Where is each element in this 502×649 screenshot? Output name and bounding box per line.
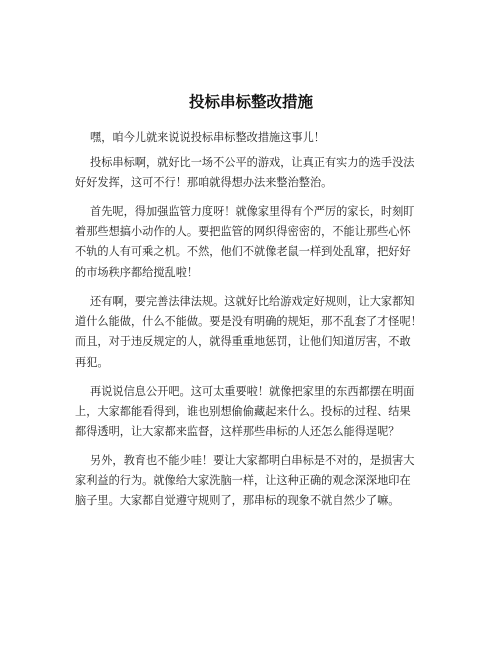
paragraph-line: 道什么能做，什么不能做。要是没有明确的规矩，那不乱套了才怪呢！ <box>75 315 422 329</box>
paragraph-line: 的市场秩序都给搅乱啦！ <box>75 265 199 279</box>
paragraph-line: 上，大家都能看得到，谁也别想偷偷藏起来什么。投标的过程、结果 <box>75 405 411 419</box>
paragraph-line: 投标串标啊，就好比一场不公平的游戏，让真正有实力的选手没法 <box>90 156 415 169</box>
paragraph-line: 好好发挥，这可不行！那咱就得想办法来整治整治。 <box>75 176 333 190</box>
paragraph-line: 不轨的人有可乘之机。不然，他们不就像老鼠一样到处乱窜，把好好 <box>75 245 411 259</box>
paragraph-supervision <box>75 202 447 283</box>
paragraph-line: 而且，对于违反规定的人，就得重重地惩罚，让他们知道厉害，不敢 <box>75 335 411 349</box>
paragraph-line: 嘿，咱今儿就来说说投标串标整改措施这事儿！ <box>90 131 325 144</box>
paragraph-disclosure <box>75 382 447 443</box>
paragraph-line: 都得透明，让大家都来监督，这样那些串标的人还怎么能得逞呢？ <box>75 425 400 439</box>
paragraph-education <box>75 451 447 512</box>
paragraph-line: 首先呢，得加强监管力度呀！就像家里得有个严厉的家长，时刻盯 <box>90 205 415 218</box>
paragraph-line: 脑子里。大家都自觉遵守规则了，那串标的现象不就自然少了嘛。 <box>75 494 400 508</box>
paragraph-line: 再说说信息公开吧。这可太重要啦！就像把家里的东西都摆在明面 <box>90 385 415 398</box>
paragraph-laws <box>75 292 447 373</box>
document-title: 投标串标整改措施 <box>188 93 313 111</box>
paragraph-line: 着那些想搞小动作的人。要把监管的网织得密密的，不能让那些心怀 <box>75 225 411 239</box>
paragraph-line: 再犯。 <box>75 355 109 369</box>
paragraph-line: 还有啊，要完善法律法规。这就好比给游戏定好规则，让大家都知 <box>90 295 415 308</box>
paragraph-problem <box>75 153 447 193</box>
paragraph-intro <box>75 128 447 148</box>
paragraph-line: 另外，教育也不能少哇！要让大家都明白串标是不对的，是损害大 <box>90 454 415 467</box>
paragraph-line: 家利益的行为。就像给大家洗脑一样，让这种正确的观念深深地印在 <box>75 474 411 488</box>
